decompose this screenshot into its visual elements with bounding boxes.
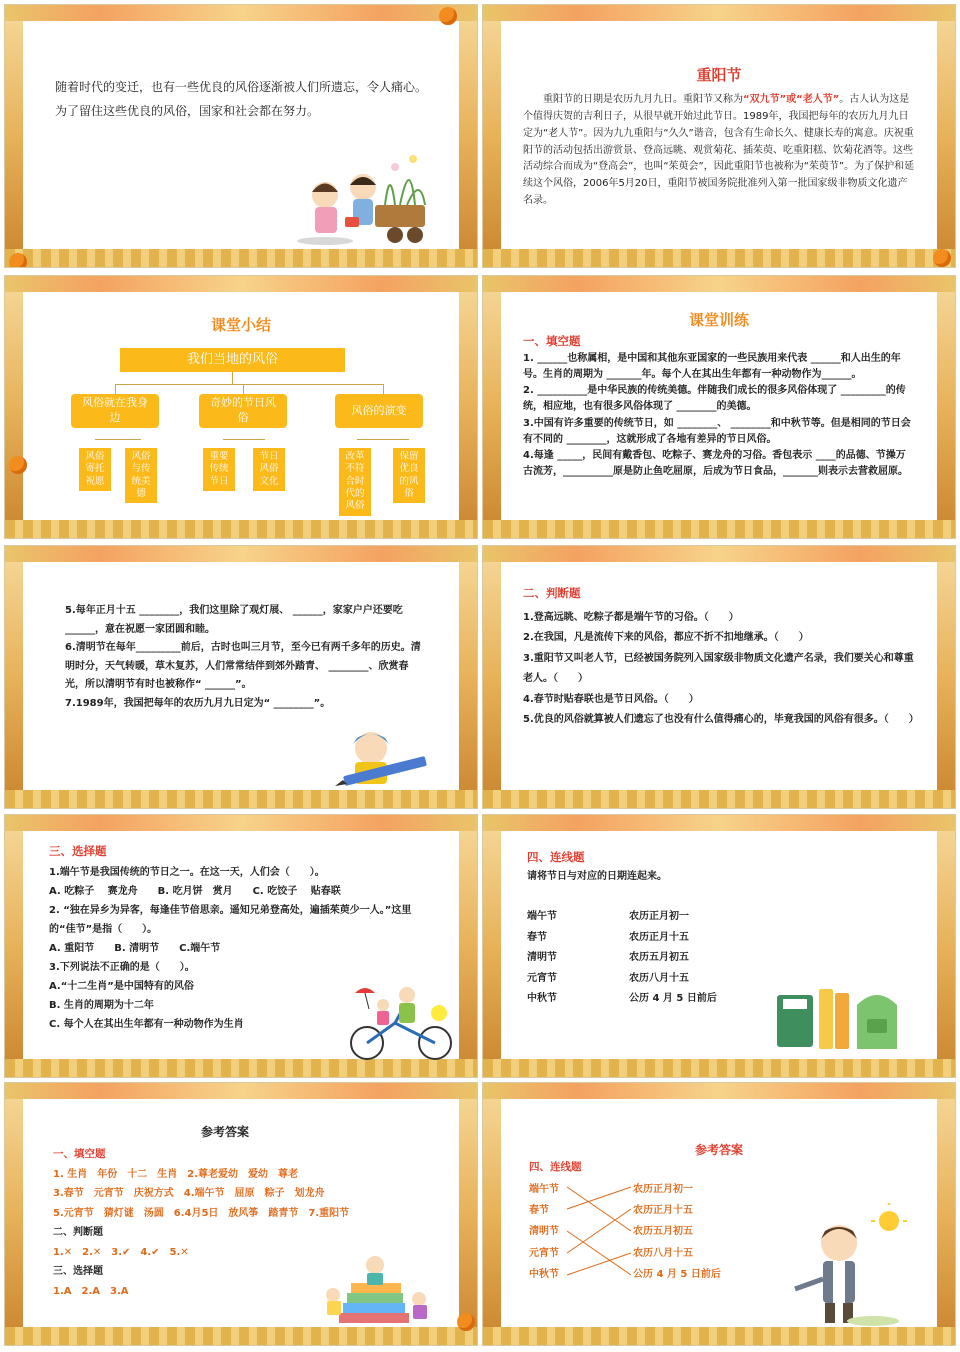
question: 4.每逢 _____，民间有戴香包、吃粽子、赛龙舟的习俗。香包表示 ____的品德、节操万古流芳，__________原是防止鱼吃屈原，后成为节日食品，_______则表示去营救屈原。	[523, 450, 908, 478]
question: 1. ______也称属相，是中国和其他东亚国家的一些民族用来代表 ______和人出生的年号。生肖的周期为 _______年。每个人在其出生年都有一种动物作为______。	[523, 352, 901, 381]
date-list	[633, 1179, 721, 1285]
slide-9[interactable]	[4, 1082, 478, 1346]
connector-line	[115, 384, 383, 385]
frame	[483, 276, 501, 538]
mindmap-branch: 奇妙的节日风俗	[199, 394, 287, 428]
slide-title: 课堂训练	[688, 311, 749, 329]
persimmon-icon	[9, 456, 27, 474]
question: 5.优良的风俗就算被人们遗忘了也没有什么值得痛心的，毕竟我国的风俗有很多。（ ）	[523, 714, 919, 726]
answer-line: 5.元宵节 猜灯谜 汤圆 6.4月5日 放风筝 踏青节 7.重阳节	[53, 1207, 350, 1219]
festival-item: 清明节	[527, 952, 557, 963]
question: 5.每年正月十五 ________，我们这里除了观灯展、 ______，家家户户还要吃 ______，意在祝愿一家团圆和睦。	[65, 605, 403, 635]
mindmap-leaf: 风俗与传统美德	[125, 448, 157, 503]
question: 6.清明节在每年_________前后，古时也叫三月节，至今已有两千多年的历史。清明时分，天气转暖，草木复苏，人们常常结伴到郊外踏青、 ________、欣赏春光，所以清明节有时也被称作“ ______”。	[65, 642, 421, 690]
connector-line	[115, 384, 116, 394]
frame	[937, 815, 955, 1077]
answer-line: 1.✕ 2.✕ 3.✔ 4.✔ 5.✕	[53, 1246, 189, 1258]
frame	[459, 5, 477, 267]
answer-line: 1. 生肖 年份 十二 生肖 2.尊老爱幼 爱幼 尊老	[53, 1168, 298, 1180]
mindmap-leaf: 风俗寄托祝愿	[79, 448, 111, 491]
frame	[5, 5, 23, 267]
section-heading: 四、连线题	[527, 850, 585, 864]
section-heading: 二、判断题	[523, 586, 581, 600]
frame	[5, 790, 477, 808]
slide-2[interactable]	[482, 4, 956, 268]
frame	[483, 1327, 955, 1345]
festival-item: 元宵节	[527, 972, 557, 984]
highlight-text: “双九节”或“老人节”	[743, 94, 840, 106]
festival-item: 中秋节	[527, 993, 557, 1004]
date-item: 公历 4 月 5 日前后	[633, 1268, 721, 1280]
persimmon-icon	[439, 7, 457, 25]
date-item: 农历正月初一	[633, 1184, 693, 1195]
connector-line	[232, 372, 233, 384]
frame	[483, 5, 501, 267]
section-heading: 一、填空题	[523, 334, 581, 349]
teacher-illustration	[793, 1203, 913, 1329]
frame	[483, 1083, 501, 1345]
date-item: 农历五月初五	[629, 952, 689, 963]
frame	[5, 276, 477, 292]
frame	[459, 546, 477, 808]
mindmap-leaf: 保留优良的风俗	[393, 448, 425, 503]
question: 3.重阳节又叫老人节，已经被国务院列入国家级非物质文化遗产名录，我们要关心和尊重老人。（ ）	[523, 652, 914, 685]
frame	[5, 546, 477, 562]
frame	[5, 5, 477, 21]
answer-line: 3.春节 元宵节 庆祝方式 4.端午节 屈原 粽子 划龙舟	[53, 1188, 325, 1200]
boy-with-pencil-illustration	[335, 724, 435, 792]
matching-lines	[565, 1179, 635, 1289]
festival-list	[529, 1179, 559, 1285]
slide-title: 参考答案	[694, 1143, 743, 1157]
frame	[483, 815, 501, 1077]
frame	[483, 815, 955, 831]
frame	[483, 546, 501, 808]
frame	[483, 249, 955, 267]
instruction: 请将节日与对应的日期连起来。	[527, 871, 667, 882]
slide-title: 课堂小结	[210, 316, 271, 334]
frame	[937, 5, 955, 267]
section-heading: 三、选择题	[49, 844, 107, 858]
frame	[5, 815, 23, 1077]
persimmon-icon	[9, 253, 27, 268]
frame	[483, 1083, 955, 1099]
frame	[483, 520, 955, 538]
section-heading: 四、连线题	[529, 1161, 582, 1173]
slide-title: 重阳节	[696, 66, 742, 84]
question-line: A.“十二生肖”是中国特有的风俗	[49, 980, 194, 992]
question-line: A. 吃粽子 赛龙舟 B. 吃月饼 赏月 C. 吃饺子 贴春联	[49, 885, 341, 897]
school-supplies-illustration	[773, 985, 913, 1063]
frame	[483, 546, 955, 562]
frame	[937, 546, 955, 808]
mindmap-root: 我们当地的风俗	[120, 348, 345, 372]
festival-item: 元宵节	[529, 1247, 559, 1259]
frame	[459, 815, 477, 1077]
date-list	[629, 907, 717, 1010]
slide-7[interactable]	[4, 814, 478, 1078]
date-item: 农历五月初五	[633, 1226, 693, 1238]
question: 1.登高远眺、吃粽子都是端午节的习俗。（ ）	[523, 611, 739, 623]
festival-list	[527, 907, 557, 1010]
question: 7.1989年，我国把每年的农历九月九日定为“ ________”。	[65, 697, 331, 709]
connector-line	[95, 439, 141, 440]
persimmon-icon	[933, 249, 951, 267]
date-item: 农历正月十五	[633, 1205, 693, 1217]
question-line: 3.下列说法不正确的是（ ）。	[49, 961, 195, 973]
mindmap-leaf: 节日风俗文化	[253, 448, 285, 491]
slide-title: 参考答案	[200, 1125, 249, 1139]
connector-line	[243, 384, 244, 394]
question: 2.在我国，凡是流传下来的风俗，都应不折不扣地继承。（ ）	[523, 632, 809, 644]
children-gardening-illustration	[295, 145, 445, 255]
frame	[5, 546, 23, 808]
date-item: 农历八月十五	[633, 1247, 693, 1259]
section-heading: 二、判断题	[53, 1227, 103, 1239]
festival-item: 清明节	[529, 1226, 559, 1238]
question-line: C. 每个人在其出生年都有一种动物作为生肖	[49, 1018, 244, 1030]
frame	[937, 1083, 955, 1345]
paragraph	[523, 92, 915, 210]
answer-line: 1.A 2.A 3.A	[53, 1285, 129, 1297]
festival-item: 春节	[527, 931, 547, 943]
question-line: 2. “独在异乡为异客，每逢佳节倍思亲。遥知兄弟登高处，遍插茱萸少一人。”这里的“佳节”是指（ ）。	[49, 904, 412, 935]
festival-item: 春节	[529, 1205, 549, 1217]
slide-1[interactable]	[4, 4, 478, 268]
frame	[5, 1083, 477, 1099]
kids-reading-books-illustration	[319, 1243, 439, 1331]
slide-4[interactable]	[482, 275, 956, 539]
date-item: 农历八月十五	[629, 972, 689, 984]
section-heading: 三、选择题	[53, 1266, 103, 1278]
frame	[483, 790, 955, 808]
date-item: 公历 4 月 5 日前后	[629, 993, 717, 1004]
frame	[937, 276, 955, 538]
slide-5[interactable]	[4, 545, 478, 809]
section-heading: 一、填空题	[53, 1148, 106, 1161]
connector-line	[223, 439, 265, 440]
mindmap-branch: 风俗就在我身边	[71, 394, 159, 428]
slide-1-text: 随着时代的变迁，也有一些优良的风俗逐渐被人们所遗忘，令人痛心。为了留住这些优良的风俗，国家和社会都在努力。	[55, 80, 428, 118]
mindmap-leaf: 重要传统节日	[203, 448, 235, 491]
persimmon-icon	[457, 1313, 475, 1331]
frame	[459, 1083, 477, 1345]
connector-line	[383, 384, 384, 394]
slide-10[interactable]	[482, 1082, 956, 1346]
date-item: 农历正月初一	[629, 911, 689, 922]
slide-8[interactable]	[482, 814, 956, 1078]
question-line: A. 重阳节 B. 清明节 C.端午节	[49, 942, 221, 954]
festival-item: 端午节	[527, 911, 557, 922]
paragraph-text: 。古人认为这是个值得庆贺的吉利日子，从很早就开始过此节日。1989年，我国把每年的农历九月九日定为“老人节”。因为九九重阳与“久久”谐音，包含有生命长久、健康长寿的寓意。庆祝重阳节的活动包括出游赏景、登高远眺、观赏菊花、插茱萸、吃重阳糕、饮菊花酒等。这些活动综合而成为“登高会”，也叫“茱萸会”，因此重阳节也被称为“茱萸节”。为了保护和延续这个风俗，2006年5月20日，重阳节被国务院批准列入第一批国家级非物质文化遗产名录。	[523, 94, 915, 206]
festival-item: 端午节	[529, 1184, 559, 1195]
frame	[5, 815, 477, 831]
family-bicycle-illustration	[345, 983, 455, 1063]
frame	[483, 5, 955, 21]
date-item: 农历正月十五	[629, 931, 689, 943]
question-line: B. 生肖的周期为十二年	[49, 999, 154, 1011]
slide-3[interactable]	[4, 275, 478, 539]
festival-item: 中秋节	[529, 1268, 559, 1280]
frame	[483, 276, 955, 292]
mindmap-leaf: 改革不符合时代的风俗	[339, 448, 371, 516]
connector-line	[357, 439, 409, 440]
question-line: 1.端午节是我国传统的节日之一。在这一天，人们会（ ）。	[49, 866, 325, 878]
paragraph-text: 重阳节的日期是农历九月九日。重阳节又称为	[543, 94, 743, 106]
question: 3.中国有许多重要的传统节日，如 ________、 ________和中秋节等。但是相同的节日会有不同的 ________，这就形成了各地有差异的节日风俗。	[523, 417, 911, 445]
question: 2. __________是中华民族的传统美德。伴随我们成长的很多风俗体现了 _________的传统，相应地，也有很多风俗体现了 ________的美德。	[523, 385, 906, 413]
mindmap-branch: 风俗的演变	[335, 394, 423, 428]
frame	[5, 520, 477, 538]
question: 4.春节时贴春联也是节日风俗。（ ）	[523, 693, 699, 705]
slide-6[interactable]	[482, 545, 956, 809]
